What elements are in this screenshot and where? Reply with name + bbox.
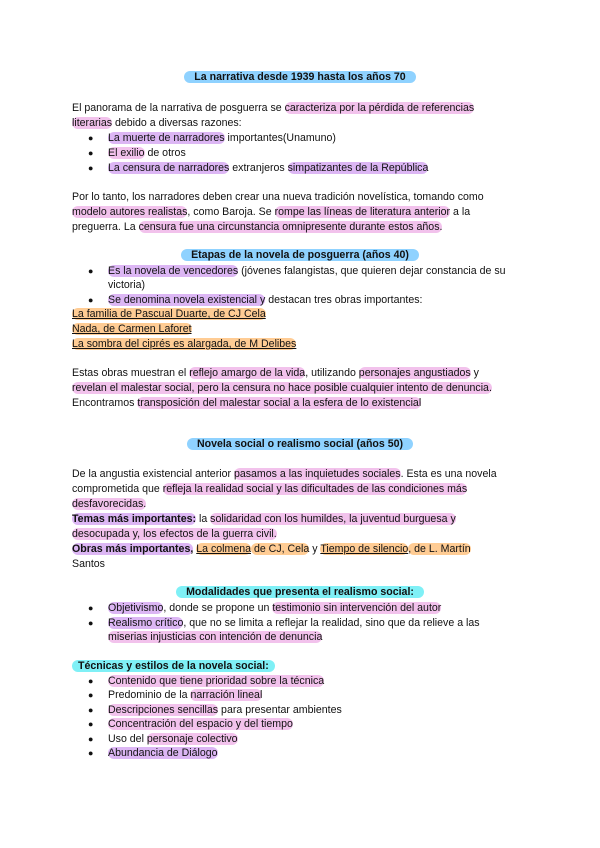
s4-item-6-text: Abundancia de Diálogo (108, 747, 218, 759)
section4-heading: Técnicas y estilos de la novela social: (72, 659, 275, 673)
s1-bullet-1-text-cont: victoria) (108, 279, 146, 291)
s3-bullet-2-text-cont: miserias injusticias con intención de denuncia (108, 631, 323, 643)
intro-bullet-1-text: La muerte de narradores importantes(Unamuno) (108, 132, 336, 144)
s2-themes-line-2: desocupada y, los efectos de la guerra civil. (72, 528, 277, 540)
s1-para-line-3: Encontramos transposición del malestar social a la esfera de lo existencial (72, 397, 422, 409)
section2-heading: Novela social o realismo social (años 50) (0, 438, 600, 450)
para2-line-1: Por lo tanto, los narradores deben crear una nueva tradición novelística, tomando como (72, 191, 484, 203)
work-2: Nada, de Carmen Laforet (72, 323, 192, 335)
s2-works-line-2: Santos (72, 558, 105, 570)
s4-item-1-text: Contenido que tiene prioridad sobre la técnica (108, 675, 325, 687)
intro-line-1: El panorama de la narrativa de posguerra se caracteriza por la pérdida de referencias (72, 102, 475, 114)
s2-line-3: desfavorecidas. (72, 498, 147, 510)
s1-bullet-2-text: Se denomina novela existencial y destacan tres obras importantes: (108, 294, 423, 306)
s1-para-line-2: revelan el malestar social, pero la censura no hace posible cualquier intento de denuncia. (72, 382, 492, 394)
section3-heading: Modalidades que presenta el realismo social: (0, 586, 600, 598)
s4-item-3-text: Descripciones sencillas para presentar ambientes (108, 704, 342, 716)
para2-line-3: preguerra. La censura fue una circunstancia omnipresente durante estos años. (72, 221, 443, 233)
intro-line-2: literarias debido a diversas razones: (72, 117, 242, 129)
s4-item-5-text: Uso del personaje colectivo (108, 733, 238, 745)
s2-themes-line-1: Temas más importantes: la solidaridad con los humildes, la juventud burguesa y (72, 513, 456, 525)
s4-item-4-text: Concentración del espacio y del tiempo (108, 718, 293, 730)
s2-works-line: Obras más importantes, La colmena de CJ, Cela y Tiempo de silencio, de L. Martín (72, 543, 471, 555)
work-1: La familia de Pascual Duarte, de CJ Cela (72, 308, 266, 320)
intro-bullet-2-text: El exilio de otros (108, 147, 186, 159)
para2-line-2: modelo autores realistas, como Baroja. Se rompe las líneas de literatura anterior a la (72, 206, 471, 218)
intro-bullet-3-text: La censura de narradores extranjeros simpatizantes de la República (108, 162, 429, 174)
document-page: La narrativa desde 1939 hasta los años 70 El panorama de la narrativa de posguerra se caracteriza por la pérdida de referencias literarias debido a diversas razones: ● La muerte de narradores importantes(Unamuno) ● El exilio de otros ● La censura de narradores extranjeros simpatizantes de la República Por lo tanto, los narradores deben crear una nueva tradición novelística, tomando como modelo autores realistas, como Baroja. Se rompe las líneas de literatura anterior a la preguerra. La censura fue una circunstancia omnipresente durante estos años. Etapas de la novela de posguerra (años 40) ● Es la novela de vencedores (jóvenes falangistas, que quieren dejar constancia de su victoria) ● Se denomina novela existencial y destacan tres obras importantes: La familia de Pascual Duarte, de CJ Cela Nada, de Carmen Laforet La sombra del ciprés es alargada, de M Delibes Estas obras muestran el reflejo amargo de la vida, utilizando personajes angustiados y revelan el malestar social, pero la censura no hace posible cualquier intento de denuncia. Encontramos transposición del malestar social a la esfera de lo existencial Novela social o realismo social (años 50) De la angustia existencial anterior pasamos a las inquietudes sociales. Esta es una novela comprometida que refleja la realidad social y las dificultades de las condiciones más desfavorecidas. Temas más importantes: la solidaridad con los humildes, la juventud burguesa y desocupada y, los efectos de la guerra civil. Obras más importantes, La colmena de CJ, Cela y Tiempo de silencio, de L. Martín Santos Modalidades que presenta el realismo social: ● Objetivismo, donde se propone un testimonio sin intervención del autor ● Realismo crítico, que no se limita a reflejar la realidad, sino que da relieve a las miserias injusticias con intención de denuncia Técnicas y estilos de la novela social: ● Contenido que tiene prioridad sobre la técnica ● Predominio de la narración lineal ● Descripciones sencillas para presentar ambientes ● Concentración del espacio y del tiempo ● Uso del personaje colectivo ● Abundancia de Diálogo (0, 0, 600, 848)
section1-heading: Etapas de la novela de posguerra (años 40) (0, 249, 600, 261)
document-title: La narrativa desde 1939 hasta los años 70 (0, 71, 600, 83)
s3-bullet-2-text: Realismo crítico, que no se limita a reflejar la realidad, sino que da relieve a las (108, 617, 480, 629)
s3-bullet-1-text: Objetivismo, donde se propone un testimonio sin intervención del autor (108, 602, 442, 614)
s2-line-2: comprometida que refleja la realidad social y las dificultades de las condiciones más (72, 483, 468, 495)
s1-bullet-1-text: Es la novela de vencedores (jóvenes falangistas, que quieren dejar constancia de su (108, 265, 506, 277)
s1-para-line-1: Estas obras muestran el reflejo amargo de la vida, utilizando personajes angustiados y (72, 367, 479, 379)
s4-item-2-text: Predominio de la narración lineal (108, 689, 263, 701)
work-3: La sombra del ciprés es alargada, de M Delibes (72, 338, 297, 350)
s2-line-1: De la angustia existencial anterior pasamos a las inquietudes sociales. Esta es una novela (72, 468, 497, 480)
